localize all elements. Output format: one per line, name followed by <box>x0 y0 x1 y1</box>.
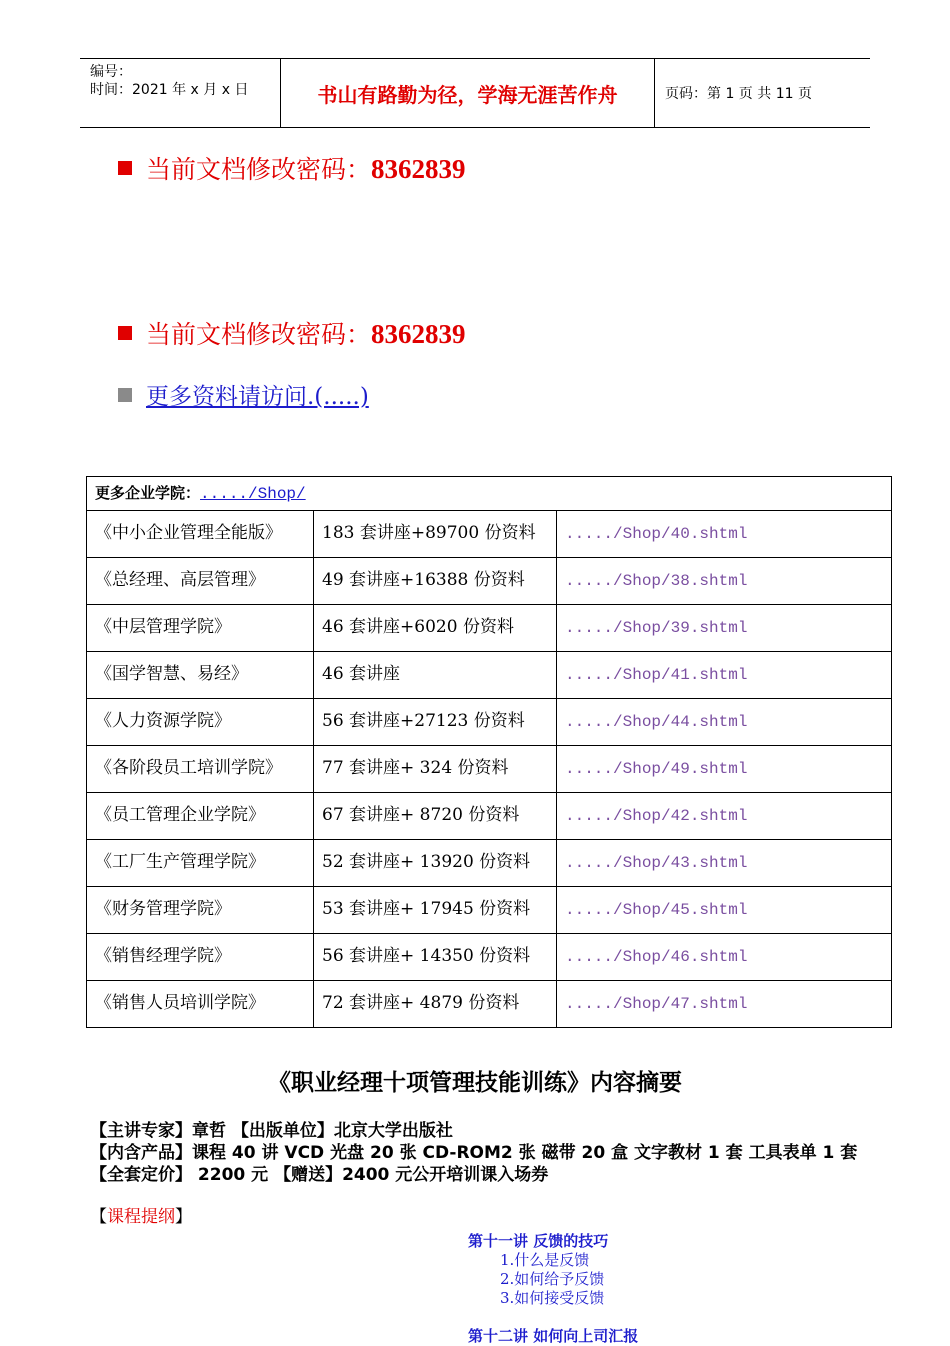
shop-row-content: 52 套讲座+ 13920 份资料 <box>314 840 557 887</box>
shop-row-name: 《中小企业管理全能版》 <box>87 511 314 558</box>
shop-row-link[interactable]: ...../Shop/46.shtml <box>565 948 748 966</box>
password-label: 当前文档修改密码： <box>146 320 372 349</box>
page-header <box>80 58 870 128</box>
shop-row-link-cell <box>557 746 892 793</box>
shop-row-link-cell <box>557 699 892 746</box>
password-label: 当前文档修改密码： <box>146 155 372 184</box>
outline-label <box>90 1202 192 1227</box>
shop-row-link[interactable]: ...../Shop/49.shtml <box>565 760 748 778</box>
shop-row-link-cell <box>557 605 892 652</box>
shop-table-header <box>87 477 892 511</box>
header-motto: 书山有路勤为径，学海无涯苦作舟 <box>281 59 655 127</box>
shop-row-link-cell <box>557 981 892 1028</box>
lecture-item: 1.什么是反馈 <box>500 1251 590 1269</box>
password-bullet-2 <box>118 315 466 351</box>
more-resources-link[interactable]: 更多资料请访问.(.....) <box>146 384 369 410</box>
shop-table-row <box>87 746 892 793</box>
shop-table-row <box>87 558 892 605</box>
summary-title: 《职业经理十项管理技能训练》内容摘要 <box>268 1070 682 1096</box>
shop-row-content: 49 套讲座+16388 份资料 <box>314 558 557 605</box>
document-time-label: 时间：2021 年 x 月 x 日 <box>90 82 249 98</box>
shop-table-row <box>87 934 892 981</box>
red-square-bullet-icon <box>118 161 132 175</box>
outline-bracket-open: 【 <box>90 1207 107 1227</box>
shop-row-link[interactable]: ...../Shop/40.shtml <box>565 525 748 543</box>
shop-table-row <box>87 652 892 699</box>
shop-row-name: 《国学智慧、易经》 <box>87 652 314 699</box>
shop-table-header-row <box>87 477 892 511</box>
shop-row-link[interactable]: ...../Shop/44.shtml <box>565 713 748 731</box>
shop-row-content: 56 套讲座+ 14350 份资料 <box>314 934 557 981</box>
gray-square-bullet-icon <box>118 388 132 402</box>
shop-row-link[interactable]: ...../Shop/39.shtml <box>565 619 748 637</box>
shop-row-link[interactable]: ...../Shop/45.shtml <box>565 901 748 919</box>
shop-row-link-cell <box>557 887 892 934</box>
shop-row-name: 《员工管理企业学院》 <box>87 793 314 840</box>
shop-row-link[interactable]: ...../Shop/41.shtml <box>565 666 748 684</box>
shop-table-row <box>87 699 892 746</box>
shop-row-name: 《总经理、高层管理》 <box>87 558 314 605</box>
shop-row-name: 《销售人员培训学院》 <box>87 981 314 1028</box>
shop-row-content: 46 套讲座+6020 份资料 <box>314 605 557 652</box>
shop-row-content: 56 套讲座+27123 份资料 <box>314 699 557 746</box>
more-resources-bullet <box>118 378 369 411</box>
password-value: 8362839 <box>371 154 466 184</box>
outline-label-text: 课程提纲 <box>107 1207 175 1227</box>
lecture-title: 第十二讲 如何向上司汇报 <box>468 1327 639 1345</box>
summary-line-price: 【全套定价】 2200 元 【赠送】2400 元公开培训课入场券 <box>90 1165 549 1185</box>
shop-row-link[interactable]: ...../Shop/38.shtml <box>565 572 748 590</box>
shop-table-row <box>87 511 892 558</box>
shop-row-content: 67 套讲座+ 8720 份资料 <box>314 793 557 840</box>
lecture-item: 3.如何接受反馈 <box>500 1289 605 1307</box>
shop-row-name: 《财务管理学院》 <box>87 887 314 934</box>
header-meta <box>80 59 281 127</box>
shop-row-link-cell <box>557 840 892 887</box>
shop-row-content: 183 套讲座+89700 份资料 <box>314 511 557 558</box>
shop-row-content: 77 套讲座+ 324 份资料 <box>314 746 557 793</box>
shop-row-name: 《工厂生产管理学院》 <box>87 840 314 887</box>
password-text <box>146 150 466 186</box>
password-value: 8362839 <box>371 319 466 349</box>
shop-table-row <box>87 981 892 1028</box>
shop-row-content: 72 套讲座+ 4879 份资料 <box>314 981 557 1028</box>
shop-table-row <box>87 887 892 934</box>
shop-row-link-cell <box>557 511 892 558</box>
summary-line-expert: 【主讲专家】章哲 【出版单位】北京大学出版社 <box>90 1121 453 1141</box>
shop-row-link[interactable]: ...../Shop/47.shtml <box>565 995 748 1013</box>
lecture-title: 第十一讲 反馈的技巧 <box>468 1232 609 1250</box>
shop-header-label: 更多企业学院： <box>95 484 201 502</box>
password-text <box>146 315 466 351</box>
outline-bracket-close: 】 <box>175 1207 192 1227</box>
password-bullet-1 <box>118 150 466 186</box>
summary-line-products: 【内含产品】课程 40 讲 VCD 光盘 20 张 CD-ROM2 张 磁带 20 盒 文字教材 1 套 工具表单 1 套 <box>90 1143 858 1163</box>
shop-row-content: 46 套讲座 <box>314 652 557 699</box>
shop-row-link-cell <box>557 558 892 605</box>
shop-row-link[interactable]: ...../Shop/42.shtml <box>565 807 748 825</box>
shop-header-link[interactable]: ...../Shop/ <box>200 485 306 503</box>
shop-row-name: 《人力资源学院》 <box>87 699 314 746</box>
document-number-label: 编号： <box>90 64 132 80</box>
shop-row-link-cell <box>557 934 892 981</box>
lecture-item: 2.如何给予反馈 <box>500 1270 605 1288</box>
shop-table-row <box>87 840 892 887</box>
shop-table-row <box>87 605 892 652</box>
shop-row-name: 《各阶段员工培训学院》 <box>87 746 314 793</box>
shop-row-link-cell <box>557 652 892 699</box>
header-page-info: 页码：第 1 页 共 11 页 <box>665 86 812 102</box>
shop-row-link-cell <box>557 793 892 840</box>
red-square-bullet-icon <box>118 326 132 340</box>
shop-table <box>86 476 892 1028</box>
shop-table-row <box>87 793 892 840</box>
shop-row-name: 《销售经理学院》 <box>87 934 314 981</box>
shop-row-name: 《中层管理学院》 <box>87 605 314 652</box>
shop-row-link[interactable]: ...../Shop/43.shtml <box>565 854 748 872</box>
shop-row-content: 53 套讲座+ 17945 份资料 <box>314 887 557 934</box>
